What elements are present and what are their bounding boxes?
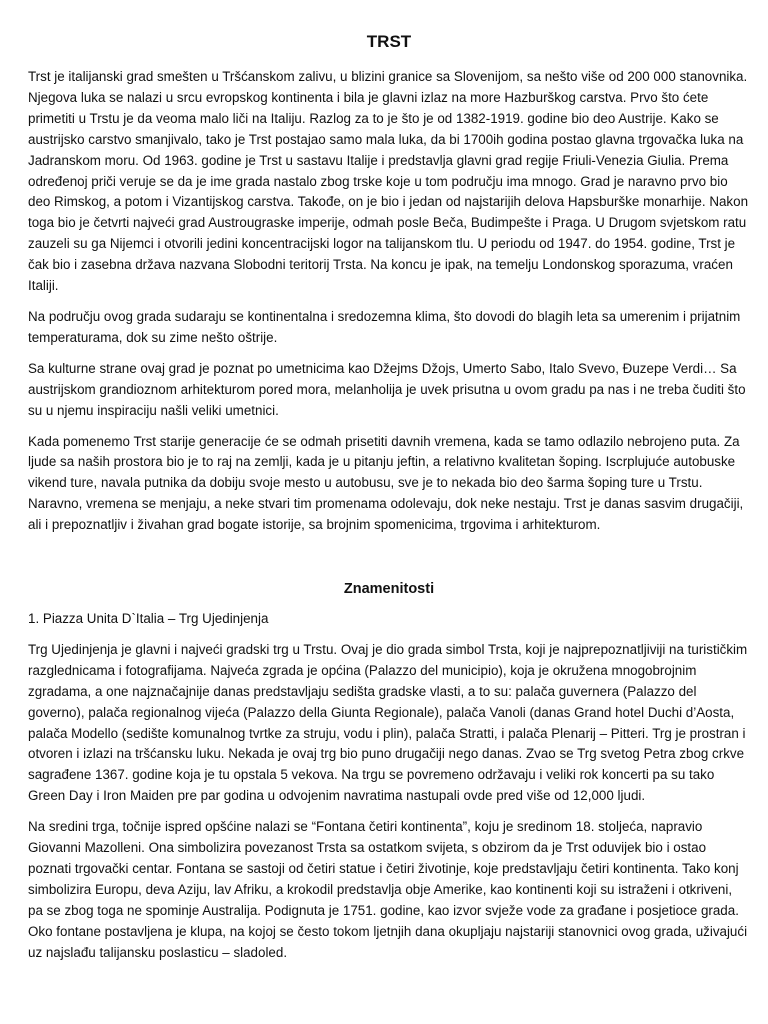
- section-heading: Znamenitosti: [343, 581, 435, 598]
- square-paragraph: Trg Ujedinjenja je glavni i najveći gradski trg u Trstu. Ovaj je dio grada simbol Trsta, koji je najprepoznatljiviji na turističkim razglednicama i fotografijama. Najveća zgrada je općina (Palazzo del municipio), koja je okružena mnogobrojnim zgradama, a one najznačajnije danas predstavljaju sedišta gradske vlasti, a to su: palača guvernera (Palazzo del governo), palača regionalnog vijeća (Palazzo della Giunta Regionale), palača Vanoli (danas Grand hotel Duchi d’Aosta, palača Modello (sedište komunalnog tvrtke za struju, vodu i plin), palača Stratti, i palača Plenarij – Pitteri. Trg je prostran i otvoren i izlazi na tršćansku luku. Nekada je ovaj trg bio puno drugačiji nego danas. Zvao se Trg svetog Petra zbog crkve sagrađene 1367. godine koja je tu opstala 5 vekova. Na trgu se povremeno održavaju i veliki rok koncerti pa su tako Green Day i Iron Maiden pre par godina u odvojenim navratima nastupali ovde pred više od 12,000 ljudi.: [28, 641, 748, 804]
- document-title: TRST: [366, 32, 412, 51]
- fountain-paragraph: Na sredini trga, točnije ispred opšćine nalazi se “Fontana četiri kontinenta”, koju je sredinom 18. stoljeća, napravio Giovanni Mazolleni. Ona simbolizira povezanost Trsta sa ostatkom svijeta, s obzirom da je Trst oduvijek bio i ostao poznati trgovački centar. Fontana se sastoji od četiri statue i četiri životinje, koje predstavljaju četiri kontinenta. Tako konj simbolizira Europu, deva Aziju, lav Afriku, a krokodil predstavlja obje Amerike, kao kontinenti koji su istraženi i otkriveni, pa se zbog toga ne spominje Australija. Podignuta je 1751. godine, kao izvor svježe vode za građane i posjetioce grada. Oko fontane postavljena je klupa, na kojoj se često tokom ljetnjih dana okupljaju najstariji stanovnici ovog grada, uživajući uz najslađu talijansku poslasticu – sladoled.: [28, 819, 748, 960]
- subsection-heading: 1. Piazza Unita D`Italia – Trg Ujedinjenja: [28, 611, 269, 627]
- document-page: [28, 0, 750, 964]
- intro-paragraph-shopping: Kada pomenemo Trst starije generacije će se odmah prisetiti davnih vremena, kada se tamo odlazilo nebrojeno puta. Za ljude sa naših prostora bio je to raj na zemlji, kada je u pitanju jeftin, a relativno kvalitetan šoping. Iscrplujuće autobuske vikend ture, navala putnika da dobiju svoje mesto u autobusu, sve je to nekada bio deo šarma šoping ture u Trstu. Naravno, vremena se menjaju, a neke stvari tim promenama odolevaju, dok neke nestaju. Trst je danas sasvim drugačiji, ali i prepoznatljiv i živahan grad bogate istorije, sa brojnim spomenicima, trgovima i arhitekturom.: [28, 433, 744, 533]
- intro-paragraph-history: Trst je italijanski grad smešten u Tršćanskom zalivu, u blizini granice sa Slovenijom, sa nešto više od 200 000 stanovnika. Njegova luka se nalazi u srcu evropskog kontinenta i bila je glavni izlaz na more Hazburškog carstva. Prvo što ćete primetiti u Trstu je da veoma malo liči na Italiju. Razlog za to je što je od 1382-1919. godine bio deo Austrije. Kako se austrijsko carstvo smanjivalo, tako je Trst postajao samo mala luka, da bi 1700ih godina postao glavna trgovačka luka na Jadranskom moru. Od 1963. godine je Trst u sastavu Italije i predstavlja glavni grad regije Friuli-Venezia Giulia. Prema određenoj priči veruje se da je ime grada nastalo zbog trske koje u tom području ima mnogo. Grad je naravno prvo bio deo Rimskog, a potom i Vizantijskog carstva. Takođe, on je bio i jedan od najstarijih delova Hapsburške monarhije. Nakon toga bio je četvrti najveći grad Austrougraske imperije, odmah posle Beča, Budimpešte i Praga. U Drugom svjetskom ratu zauzeli su ga Nijemci i otvorili jedini koncentracijski logor na talijanskom tlu. U periodu od 1947. do 1954. godine, Trst je čak bio i zasebna država nazvana Slobodni teritorij Trsta. Na koncu je ipak, na temelju Londonskog sporazuma, vraćen Italiji.: [28, 69, 749, 294]
- intro-paragraph-culture: Sa kulturne strane ovaj grad je poznat po umetnicima kao Džejms Džojs, Umerto Sabo, Italo Svevo, Đuzepe Verdi… Sa austrijskom grandioznom arhitekturom pored mora, melanholija je uvek prisutna u ovom gradu pa nas i ne treba čuditi što su u njemu inspiraciju našli veliki umetnici.: [28, 360, 746, 418]
- intro-paragraph-climate: Na području ovog grada sudaraju se kontinentalna i sredozemna klima, što dovodi do blagih leta sa umerenim i prijatnim temperaturama, dok su zime nešto oštrije.: [28, 308, 741, 345]
